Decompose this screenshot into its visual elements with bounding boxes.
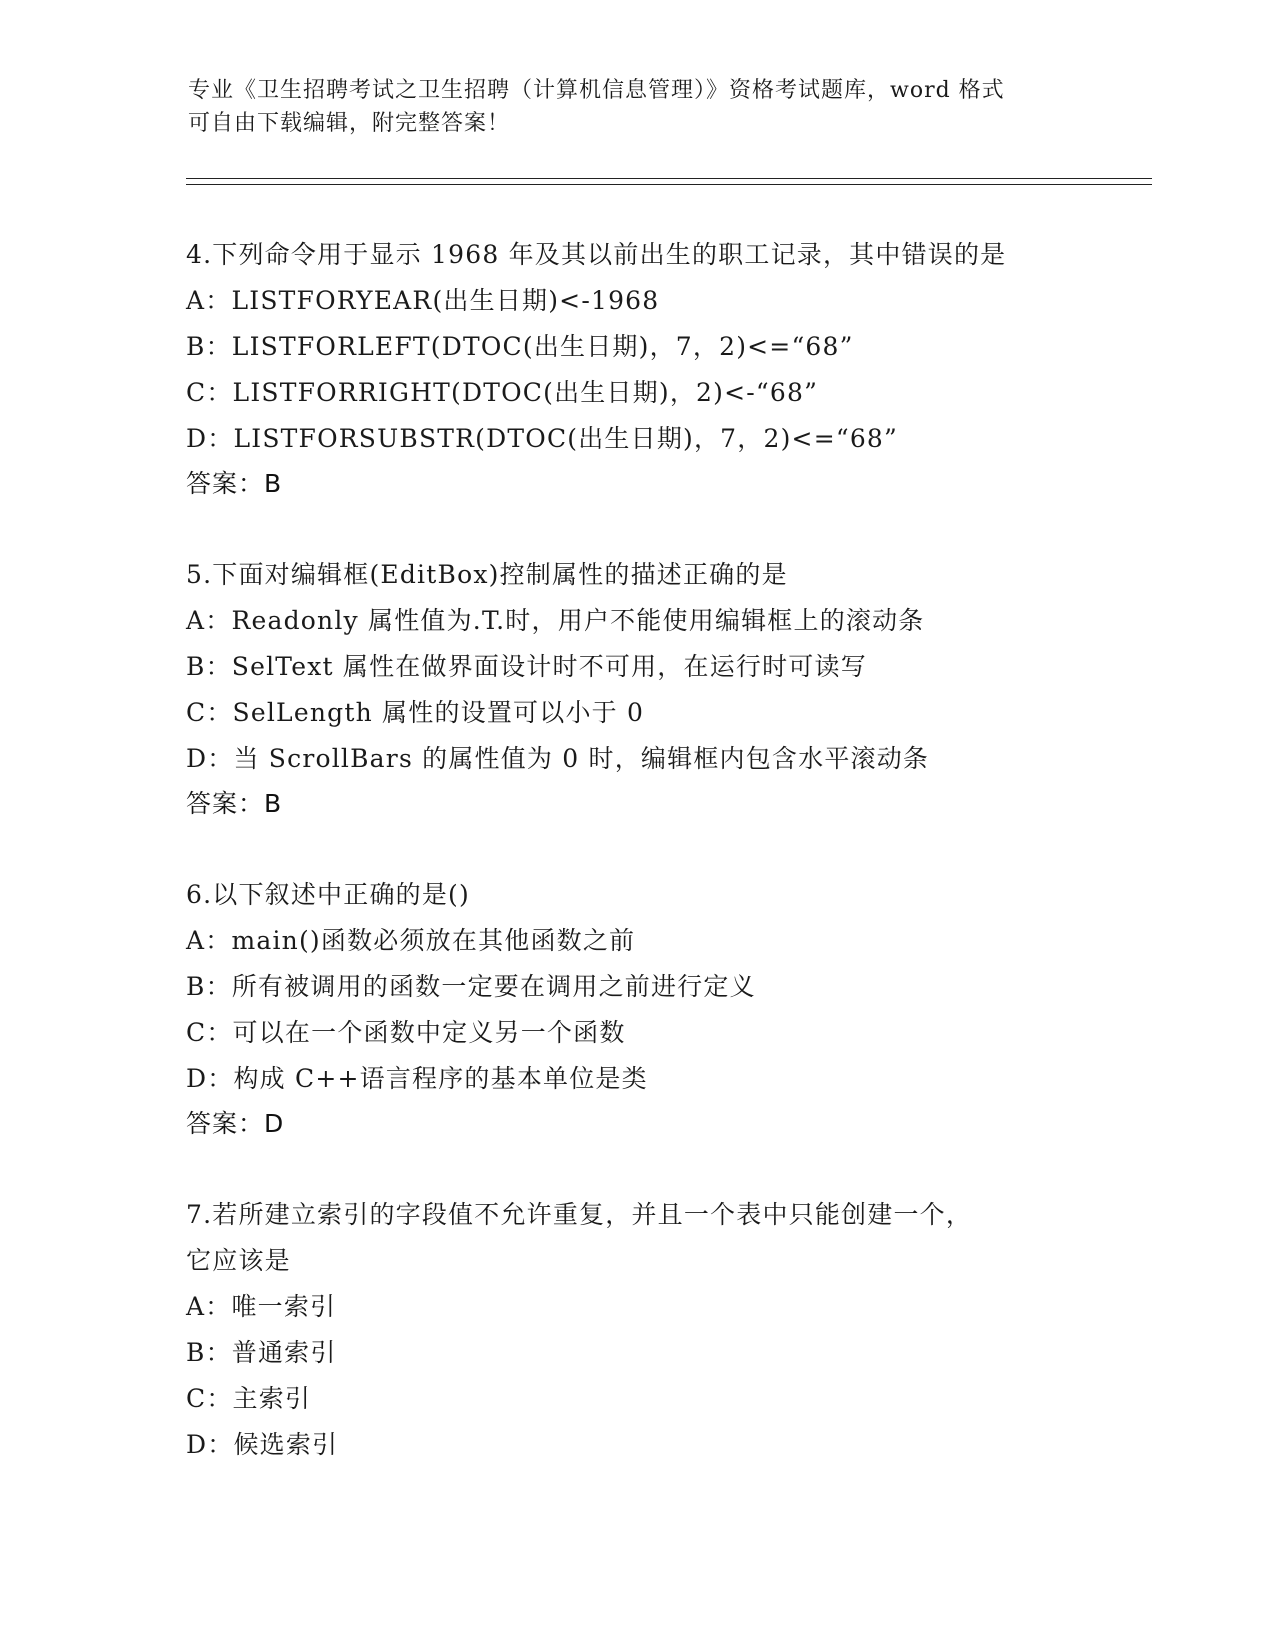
option-c: C：SelLength 属性的设置可以小于 0 [186, 698, 645, 727]
header-divider-top [186, 178, 1152, 179]
option-d: D：LISTFORSUBSTR(DTOC(出生日期)，7，2)<=“68” [186, 424, 899, 453]
option-b: B：所有被调用的函数一定要在调用之前进行定义 [186, 972, 756, 1001]
question-4 [186, 232, 1126, 506]
question-stem: 6.以下叙述中正确的是() [186, 880, 470, 909]
header-line-2: 可自由下载编辑，附完整答案！ [188, 111, 511, 136]
option-d: D：当 ScrollBars 的属性值为 0 时，编辑框内包含水平滚动条 [186, 744, 930, 773]
question-stem-continued: 它应该是 [186, 1246, 291, 1275]
answer-line: 答案：D [186, 1109, 285, 1138]
option-c: C：LISTFORRIGHT(DTOC(出生日期)，2)<-“68” [186, 378, 819, 407]
option-b: B：普通索引 [186, 1338, 337, 1367]
question-stem: 5.下面对编辑框(EditBox)控制属性的描述正确的是 [186, 560, 788, 589]
document-header [188, 74, 1088, 140]
option-b: B：LISTFORLEFT(DTOC(出生日期)，7，2)<=“68” [186, 332, 854, 361]
question-6 [186, 872, 1126, 1146]
option-a: A：Readonly 属性值为.T.时，用户不能使用编辑框上的滚动条 [186, 606, 925, 635]
answer-line: 答案：B [186, 469, 283, 498]
option-d: D：候选索引 [186, 1430, 339, 1459]
question-7 [186, 1192, 1126, 1468]
header-divider-bottom [186, 184, 1152, 185]
question-stem: 7.若所建立索引的字段值不允许重复，并且一个表中只能创建一个， [186, 1200, 973, 1229]
option-b: B：SelText 属性在做界面设计时不可用，在运行时可读写 [186, 652, 867, 681]
option-c: C：可以在一个函数中定义另一个函数 [186, 1018, 626, 1047]
option-c: C：主索引 [186, 1384, 312, 1413]
option-d: D：构成 C++语言程序的基本单位是类 [186, 1064, 648, 1093]
question-stem: 4.下列命令用于显示 1968 年及其以前出生的职工记录，其中错误的是 [186, 240, 1007, 269]
option-a: A：main()函数必须放在其他函数之前 [186, 926, 636, 955]
option-a: A：LISTFORYEAR(出生日期)<-1968 [186, 286, 660, 315]
question-5 [186, 552, 1126, 826]
answer-line: 答案：B [186, 789, 283, 818]
header-line-1: 专业《卫生招聘考试之卫生招聘（计算机信息管理）》资格考试题库，word 格式 [188, 78, 1005, 103]
option-a: A：唯一索引 [186, 1292, 337, 1321]
